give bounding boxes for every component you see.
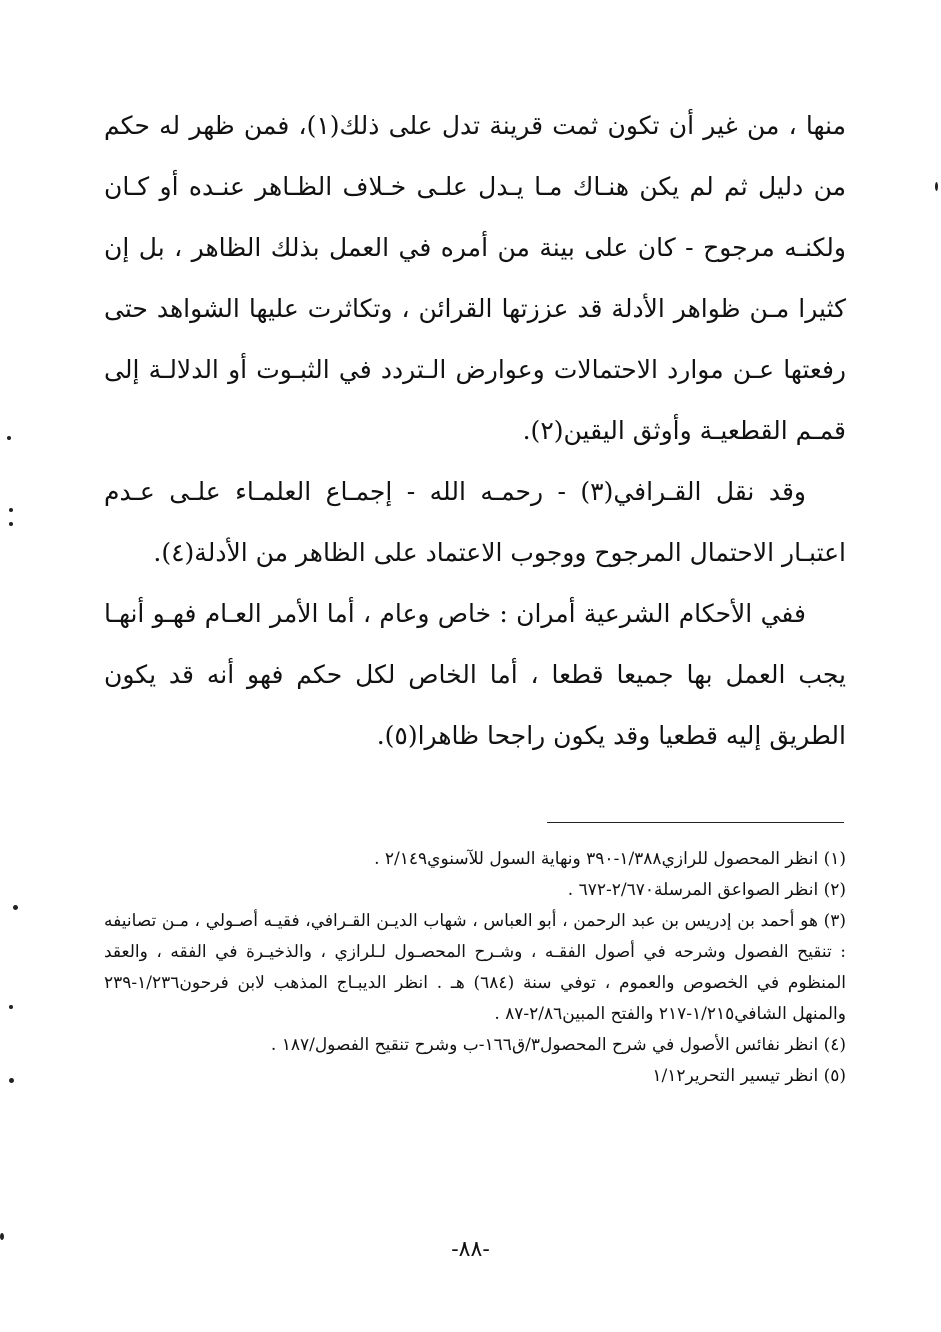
paragraph-1: منها ، من غير أن تكون ثمت قرينة تدل على ذلك(١)، فمن ظهر له حكم من دليل ثم لم يكن هنـاك مـا يـدل علـى خـلاف الظـاهر عنـده أو كـان ولكنـه مرجوح - كان على بينة من أمره في العمل بذلك الظاهر ، بل إن كثيرا مـن ظواهر الأدلة قد عززتها القرائن ، وتكاثرت عليها الشواهد حتى رفعتها عـن موارد الاحتمالات وعوارض الـتردد في الثبـوت أو الدلالـة إلى قمـم القطعيـة وأوثق اليقين(٢).	[104, 111, 846, 445]
footnote-3: (٣) هو أحمد بن إدريس بن عبد الرحمن ، أبو العباس ، شهاب الديـن القـرافي، فقيـه أصـولي ، مـن تصانيفه : تنقيح الفصول وشرحه في أصول الفقـه ، وشـرح المحصـول لـلرازي ، والذخيـرة في الفقه ، والعقد المنظوم في الخصوص والعموم ، توفي سنة (٦٨٤) هـ . انظر الديبـاج المذهب لابن فرحون١/٢٣٦-٢٣٩ والمنهل الشافي١/٢١٥-٢١٧ والفتح المبين٢/٨٦-٨٧ .	[104, 911, 847, 1024]
page-number: -٨٨-	[451, 1237, 490, 1262]
footnote-2: (٢) انظر الصواعق المرسلة٢/٦٧٠-٦٧٢ .	[567, 880, 846, 900]
footnotes-section	[104, 844, 846, 1092]
footnote-separator-line	[547, 822, 844, 823]
scan-speck	[7, 436, 11, 440]
scan-speck	[0, 1233, 4, 1240]
scan-speck	[9, 1005, 13, 1009]
main-body-text	[104, 95, 846, 766]
paragraph-3: ففي الأحكام الشرعية أمران : خاص وعام ، أما الأمر العـام فهـو أنهـا يجب العمل بها جميعا قطعا ، أما الخاص لكل حكم فهو أنه قد يكون الطريق إليه قطعيا وقد يكون راجحا ظاهرا(٥).	[104, 599, 846, 750]
footnote-1: (١) انظر المحصول للرازي١/٣٨٨-٣٩٠ ونهاية السول للآسنوي٢/١٤٩ .	[374, 849, 846, 869]
scan-speck	[9, 508, 13, 512]
paragraph-2: وقد نقل القـرافي(٣) - رحمـه الله - إجمـاع العلمـاء علـى عـدم اعتبـار الاحتمال المرجوح ووجوب الاعتماد على الظاهر من الأدلة(٤).	[104, 477, 846, 567]
scan-speck	[9, 522, 13, 526]
scan-speck	[935, 182, 938, 191]
footnote-5: (٥) انظر تيسير التحرير١/١٢	[652, 1066, 846, 1086]
footnote-4: (٤) انظر نفائس الأصول في شرح المحصول٣/ق١٦٦-ب وشرح تنقيح الفصول/١٨٧ .	[270, 1035, 846, 1055]
scan-speck	[13, 905, 18, 910]
scan-speck	[9, 1078, 14, 1083]
